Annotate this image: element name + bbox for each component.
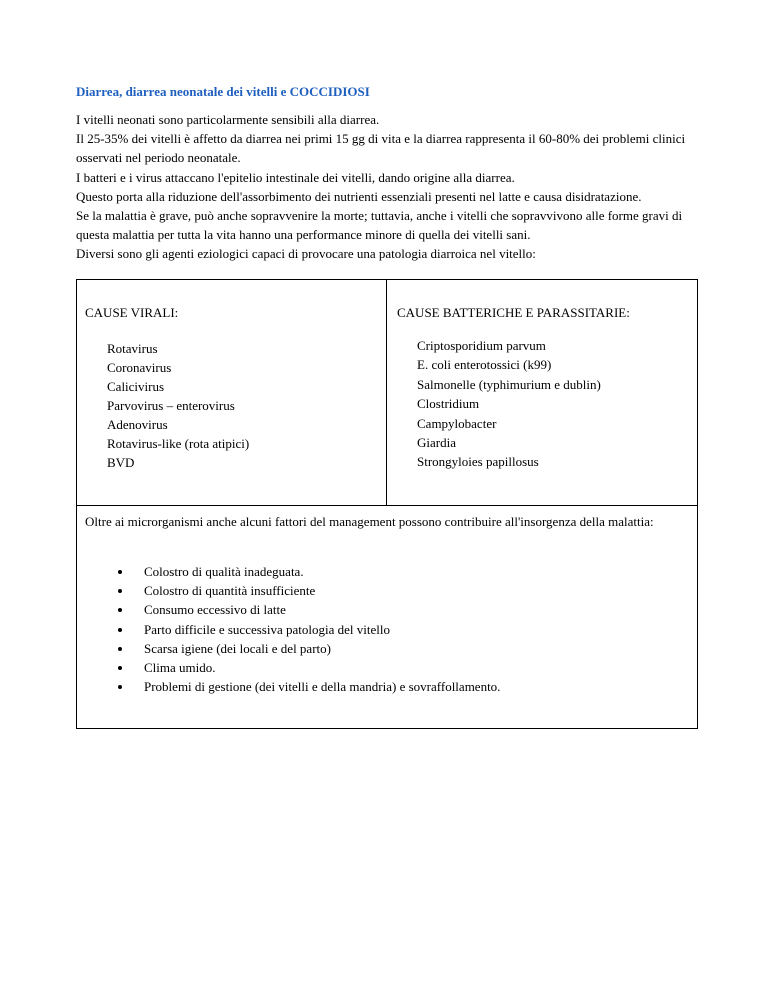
list-item-text: Parto difficile e successiva patologia del vitello <box>144 621 390 637</box>
bacterial-causes-list <box>417 336 601 472</box>
intro-paragraph: Diversi sono gli agenti eziologici capaci di provocare una patologia diarroica nel vitello: <box>76 246 536 262</box>
list-item <box>114 677 500 696</box>
list-item: E. coli enterotossici (k99) <box>417 357 552 373</box>
management-factors-list <box>114 562 500 696</box>
bacterial-causes-cell <box>387 280 697 505</box>
viral-causes-cell <box>77 280 387 505</box>
intro-paragraph: Il 25-35% dei vitelli è affetto da diarrea nei primi 15 gg di vita e la diarrea rappresenta il 60-80% dei problemi clinici osservati nel periodo neonatale. <box>76 131 686 166</box>
viral-causes-heading: CAUSE VIRALI: <box>85 305 179 320</box>
list-item: Giardia <box>417 435 456 451</box>
list-item: Salmonelle (typhimurium e dublin) <box>417 376 601 392</box>
list-item <box>114 639 500 658</box>
document-title: Diarrea, diarrea neonatale dei vitelli e COCCIDIOSI <box>76 84 370 99</box>
list-item-text: Consumo eccessivo di latte <box>144 602 286 618</box>
intro-paragraph: I vitelli neonati sono particolarmente sensibili alla diarrea. <box>76 112 380 127</box>
bullet-icon <box>118 685 122 689</box>
list-item: Clostridium <box>417 396 480 412</box>
list-item: Strongyloies papillosus <box>417 454 539 470</box>
management-factors-cell <box>77 505 697 728</box>
intro-paragraph: Se la malattia è grave, può anche sopravvenire la morte; tuttavia, anche i vitelli che sopravvivono alle forme gravi di questa malattia per tutta la vita hanno una performance minore di quella dei vitelli sani. <box>76 208 683 243</box>
bullet-icon <box>118 589 122 593</box>
list-item <box>114 620 500 639</box>
list-item: Campylobacter <box>417 415 497 431</box>
list-item-text: Colostro di qualità inadeguata. <box>144 564 304 579</box>
bullet-icon <box>118 647 122 651</box>
viral-causes-list <box>107 339 249 472</box>
list-item: Rotavirus-like (rota atipici) <box>107 436 250 451</box>
list-item-text: Colostro di quantità insufficiente <box>144 583 316 599</box>
management-intro-text: Oltre ai microrganismi anche alcuni fattori del management possono contribuire all'insorgenza della malattia: <box>85 514 654 529</box>
list-item-text: Scarsa igiene (dei locali e del parto) <box>144 640 331 656</box>
list-item: Parvovirus – enterovirus <box>107 398 235 413</box>
list-item: Calicivirus <box>107 379 165 394</box>
list-item: Adenovirus <box>107 417 168 432</box>
list-item: Coronavirus <box>107 360 172 375</box>
bacterial-causes-heading: CAUSE BATTERICHE E PARASSITARIE: <box>397 305 630 320</box>
intro-text <box>76 110 706 264</box>
list-item-text: Clima umido. <box>144 660 216 676</box>
list-item: Rotavirus <box>107 341 158 356</box>
causes-table <box>76 279 698 729</box>
list-item: Criptosporidium parvum <box>417 338 546 353</box>
intro-paragraph: Questo porta alla riduzione dell'assorbimento dei nutrienti essenziali presenti nel latte e causa disidratazione. <box>76 188 642 204</box>
bullet-icon <box>118 608 122 612</box>
list-item <box>114 658 500 677</box>
list-item <box>114 600 500 619</box>
list-item <box>114 562 500 581</box>
intro-paragraph: I batteri e i virus attaccano l'epitelio intestinale dei vitelli, dando origine alla diarrea. <box>76 169 515 185</box>
bullet-icon <box>118 628 122 632</box>
list-item: BVD <box>107 455 135 470</box>
bullet-icon <box>118 666 122 670</box>
bullet-icon <box>118 570 122 574</box>
list-item-text: Problemi di gestione (dei vitelli e della mandria) e sovraffollamento. <box>144 679 501 695</box>
list-item <box>114 581 500 600</box>
